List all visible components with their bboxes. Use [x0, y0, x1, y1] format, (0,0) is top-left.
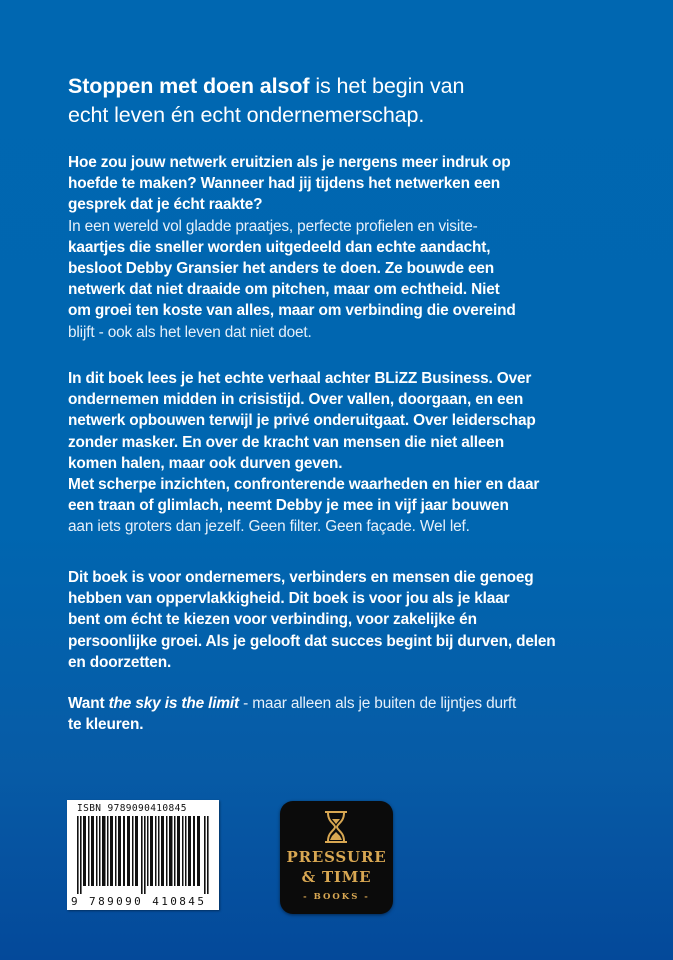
closing-rest: - maar alleen als je buiten de lijntjes durft: [239, 695, 517, 712]
paragraph-1: [68, 152, 574, 343]
text-line: om groei ten koste van alles, maar om verbinding die overeind: [68, 302, 516, 320]
isbn-barcode: [67, 800, 219, 910]
logo-line-pressure: PRESSURE: [286, 848, 387, 866]
headline-bold: Stoppen met doen alsof: [68, 74, 310, 98]
isbn-label: ISBN 9789090410845: [77, 803, 187, 814]
logo-line-time: & TIME: [301, 868, 372, 886]
closing-paragraph: [68, 693, 574, 735]
text-line: blijft - ook als het leven dat niet doet.: [68, 323, 312, 341]
text-line: hoefde te maken? Wanneer had jij tijdens het netwerken een: [68, 175, 501, 193]
publisher-logo: [280, 801, 393, 914]
headline-rest: is het begin van: [309, 74, 465, 98]
text-line: hebben van oppervlakkigheid. Dit boek is voor jou als je klaar: [68, 590, 510, 608]
closing-line2: te kleuren.: [68, 716, 144, 734]
text-line: Dit boek is voor ondernemers, verbinders en mensen die genoeg: [68, 569, 534, 586]
text-line: netwerk opbouwen terwijl je privé onderuitgaat. Over leiderschap: [68, 412, 536, 430]
text-line: Met scherpe inzichten, confronterende waarheden en hier en daar: [68, 476, 540, 494]
text-line: een traan of glimlach, neemt Debby je mee in vijf jaar bouwen: [68, 497, 509, 515]
text-line: ondernemen midden in crisistijd. Over vallen, doorgaan, en een: [68, 391, 524, 409]
barcode-bars-icon: [77, 816, 209, 894]
text-line: Hoe zou jouw netwerk eruitzien als je nergens meer indruk op: [68, 154, 511, 171]
paragraph-2: [68, 368, 574, 538]
isbn-digits: 9 789090 410845: [71, 895, 207, 908]
paragraph-3: [68, 567, 574, 673]
headline: [68, 72, 574, 130]
text-line: aan iets groters dan jezelf. Geen filter. Geen façade. Wel lef.: [68, 518, 470, 536]
text-line: netwerk dat niet draaide om pitchen, maar om echtheid. Niet: [68, 281, 500, 299]
text-line: kaartjes die sneller worden uitgedeeld dan echte aandacht,: [68, 238, 491, 256]
text-line: In een wereld vol gladde praatjes, perfecte profielen en visite-: [68, 217, 478, 235]
text-line: persoonlijke groei. Als je gelooft dat succes begint bij durven, delen: [68, 632, 556, 650]
headline-line2: echt leven én echt ondernemerschap.: [68, 103, 425, 127]
text-line: In dit boek lees je het echte verhaal achter BLiZZ Business. Over: [68, 370, 532, 387]
text-line: bent om écht te kiezen voor verbinding, voor zakelijke én: [68, 611, 477, 629]
hourglass-icon: [324, 810, 348, 844]
text-line: zonder masker. En over de kracht van mensen die niet alleen: [68, 433, 504, 451]
text-line: komen halen, maar ook durven geven.: [68, 454, 343, 472]
closing-want: Want: [68, 695, 109, 712]
text-line: gesprek dat je écht raakte?: [68, 196, 263, 214]
closing-italic: the sky is the limit: [108, 695, 240, 712]
text-line: en doorzetten.: [68, 653, 172, 671]
logo-line-books: - BOOKS -: [303, 892, 370, 902]
text-line: besloot Debby Gransier het anders te doen. Ze bouwde een: [68, 260, 495, 278]
